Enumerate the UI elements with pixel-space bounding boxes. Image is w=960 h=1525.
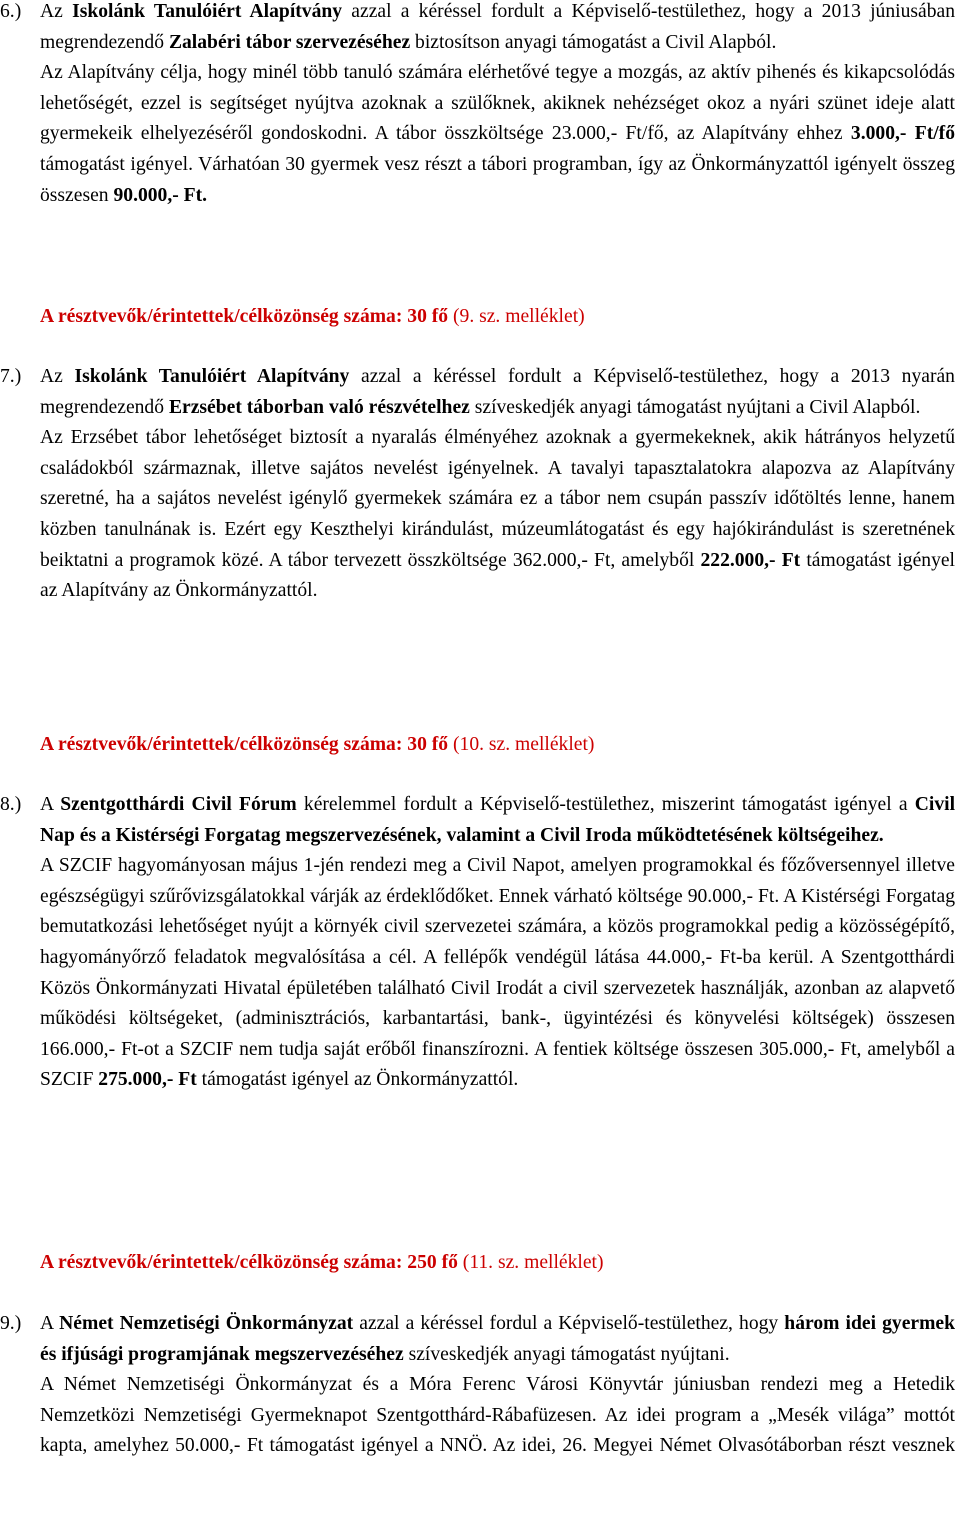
item-number: 9.) (0, 1313, 22, 1334)
request-paragraph: Az Iskolánk Tanulóiért Alapítvány azzal a kéréssel fordult a Képviselő-testülethez, hogy a 2013 júniusában megrendezendő Zalabéri tábor szervezéséhez biztosítson anyagi támogatást a Civil Alapból. (40, 1, 955, 53)
request-paragraph: Az Iskolánk Tanulóiért Alapítvány azzal a kéréssel fordult a Képviselő-testülethez, hogy a 2013 nyarán megrendezendő Erzsébet táborban való részvételhez szíveskedjék anyagi támogatást nyújtani a Civil Alapból. (40, 366, 955, 418)
request-paragraph: A Szentgotthárdi Civil Fórum kérelemmel fordult a Képviselő-testülethez, miszerint támogatást igényel a Civil Nap és a Kistérségi Forgatag megszervezésének, valamint a Civil Iroda működtetésének költségeihez. (40, 794, 956, 846)
item-body (40, 0, 955, 211)
item-7 (0, 362, 960, 607)
item-body (40, 1309, 955, 1462)
participants-summary: A résztvevők/érintettek/célközönség száma: 30 fő (10. sz. melléklet) (40, 734, 595, 755)
item-number: 8.) (0, 794, 22, 815)
item-body (40, 790, 955, 1096)
item-body (40, 362, 955, 607)
details-paragraph: Az Alapítvány célja, hogy minél több tanuló számára elérhetővé tegye a mozgás, az aktív pihenés és kikapcsolódás lehetőségét, ezzel is segítséget nyújtva azoknak a szülőknek, akiknek nehézséget okoz a nyári szünet ideje alatt gyermekeik elhelyezéséről gondoskodni. A tábor összköltsége 23.000,- Ft/fő, az Alapítvány ehhez 3.000,- Ft/fő támogatást igényel. Várhatóan 30 gyermek vesz részt a tábori programban, így az Önkormányzattól igényelt összeg összesen 90.000,- Ft. (40, 62, 955, 206)
item-number: 6.) (0, 1, 22, 22)
details-paragraph: A Német Nemzetiségi Önkormányzat és a Móra Ferenc Városi Könyvtár júniusban rendezi meg a Hetedik Nemzetközi Nemzetiségi Gyermeknapot Szentgotthárd-Rábafüzesen. Az idei program a „Mesék világa” mottót kapta, amelyhez 50.000,- Ft támogatást igényel a NNÖ. Az idei, 26. Megyei Német Olvasótáborban részt vesznek (40, 1374, 955, 1457)
item-number: 7.) (0, 366, 22, 387)
details-paragraph: A SZCIF hagyományosan május 1-jén rendezi meg a Civil Napot, amelyen programokkal és főzőversennyel illetve egészségügyi szűrővizsgálatokkal várják az érdeklődőket. Ennek várható költsége 90.000,- Ft. A Kistérségi Forgatag bemutatkozási lehetőséget nyújt a környék civil szervezetei számára, a közös programokkal pedig a közösségépítő, hagyományőrző feladatok megvalósítása a cél. A fellépők vendégül látása 44.000,- Ft-ba kerül. A Szentgotthárdi Közös Önkormányzati Hivatal épületében található Civil Irodát a civil szervezetek használják, azonban az alapvető működési költségeket, (adminisztrációs, karbantartási, bank-, ügyintézési és könyvelési költségek) összesen 166.000,- Ft-ot a SZCIF nem tudja saját erőből finanszírozni. A fentiek költsége összesen 305.000,- Ft, amelyből a SZCIF 275.000,- Ft támogatást igényel az Önkormányzattól. (40, 855, 955, 1091)
participants-summary: A résztvevők/érintettek/célközönség száma: 30 fő (9. sz. melléklet) (40, 306, 585, 327)
item-8 (0, 790, 960, 1096)
item-9 (0, 1309, 960, 1462)
item-6 (0, 0, 960, 211)
request-paragraph: A Német Nemzetiségi Önkormányzat azzal a kéréssel fordul a Képviselő-testülethez, hogy három idei gyermek és ifjúsági programjának megszervezéséhez szíveskedjék anyagi támogatást nyújtani. (40, 1313, 956, 1365)
details-paragraph: Az Erzsébet tábor lehetőséget biztosít a nyaralás élményéhez azoknak a gyermekeknek, akik hátrányos helyzetű családokból származnak, illetve sajátos nevelést igényelnek. A tavalyi tapasztalatokra alapozva az Alapítvány szeretné, ha a sajátos nevelést igénylő gyermekek számára ez a tábor nem csupán passzív időtöltés lenne, hanem közben tanulnának is. Ezért egy Keszthelyi kirándulást, múzeumlátogatást és egy hajókirándulást is szeretnének beiktatni a programok közé. A tábor tervezett összköltsége 362.000,- Ft, amelyből 222.000,- Ft támogatást igényel az Alapítvány az Önkormányzattól. (40, 427, 956, 602)
participants-summary: A résztvevők/érintettek/célközönség száma: 250 fő (11. sz. melléklet) (40, 1252, 604, 1273)
